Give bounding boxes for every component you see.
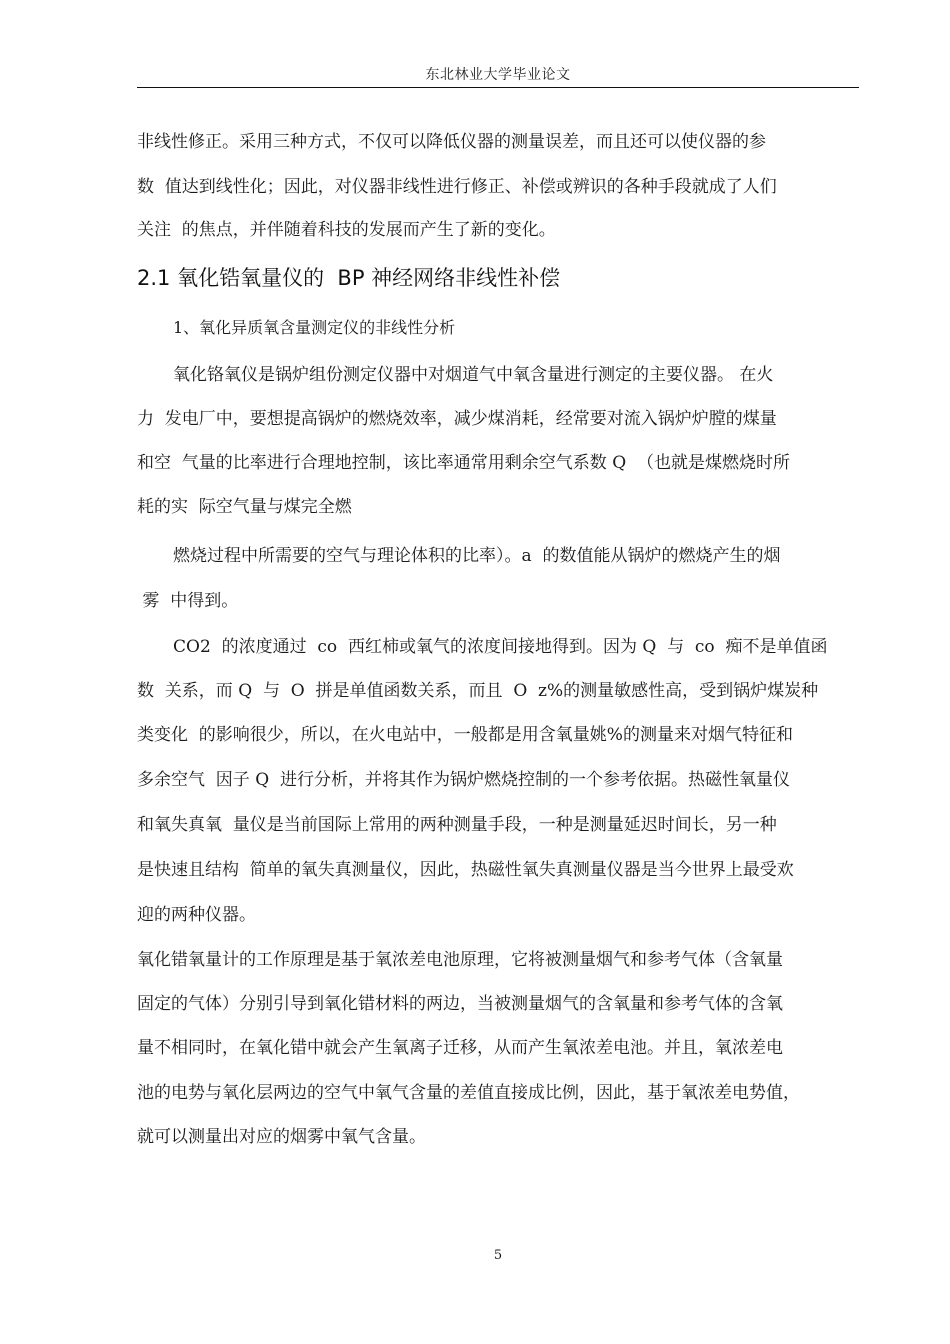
text-line: 是快速且结构 简单的氧失真测量仪，因此，热磁性氧失真测量仪器是当今世界上最受欢 <box>137 860 794 880</box>
text-line: 关注 的焦点，并伴随着科技的发展而产生了新的变化。 <box>137 220 556 240</box>
text-line: 量不相同时，在氧化错中就会产生氧离子迁移，从而产生氧浓差电池。并且，氧浓差电 <box>137 1038 783 1058</box>
page-number: 5 <box>493 1248 503 1263</box>
header-rule <box>137 87 859 88</box>
text-line: 和空 气量的比率进行合理地控制，该比率通常用剩余空气系数 Q （也就是煤燃烧时所 <box>137 453 790 473</box>
text-line: 力 发电厂中，要想提高锅炉的燃烧效率，减少煤消耗，经常要对流入锅炉炉膛的煤量 <box>137 409 777 429</box>
text-line: 非线性修正。采用三种方式，不仅可以降低仪器的测量误差，而且还可以使仪器的参 <box>137 132 766 152</box>
section-heading: 2.1 氧化锆氧量仪的 BP 神经网络非线性补偿 <box>137 266 561 290</box>
text-line: 多余空气 因子 Q 进行分析，并将其作为锅炉燃烧控制的一个参考依据。热磁性氧量仪 <box>137 770 790 790</box>
text-line: 就可以测量出对应的烟雾中氧气含量。 <box>137 1127 426 1147</box>
text-line: 雾 中得到。 <box>137 591 239 611</box>
subsection-heading: 1、氧化异质氧含量测定仪的非线性分析 <box>173 318 456 337</box>
text-line: 和氧失真氧 量仪是当前国际上常用的两种测量手段，一种是测量延迟时间长，另一种 <box>137 815 777 835</box>
text-line: CO2 的浓度通过 co 西红柿或氧气的浓度间接地得到。因为 Q 与 co 痴不是单值函 <box>173 637 828 657</box>
running-header: 东北林业大学毕业论文 <box>425 67 571 83</box>
text-line: 燃烧过程中所需要的空气与理论体积的比率）。a 的数值能从锅炉的燃烧产生的烟 <box>173 546 781 566</box>
text-line: 数 值达到线性化；因此，对仪器非线性进行修正、补偿或辨识的各种手段就成了人们 <box>137 177 777 197</box>
text-line: 氧化错氧量计的工作原理是基于氧浓差电池原理，它将被测量烟气和参考气体（含氧量 <box>137 950 783 970</box>
text-line: 池的电势与氧化层两边的空气中氧气含量的差值直接成比例，因此，基于氧浓差电势值， <box>137 1083 800 1103</box>
text-line: 固定的气体）分别引导到氧化错材料的两边，当被测量烟气的含氧量和参考气体的含氧 <box>137 994 783 1014</box>
text-line: 耗的实 际空气量与煤完全燃 <box>137 497 352 517</box>
text-line: 氧化铬氧仪是锅炉组份测定仪器中对烟道气中氧含量进行测定的主要仪器。 在火 <box>173 365 774 385</box>
text-line: 数 关系，而 Q 与 O 拼是单值函数关系，而且 O z%的测量敏感性高，受到锅炉煤炭种 <box>137 681 819 701</box>
text-line: 类变化 的影响很少，所以，在火电站中，一般都是用含氧量姚%的测量来对烟气特征和 <box>137 725 793 745</box>
text-line: 迎的两种仪器。 <box>137 905 256 925</box>
